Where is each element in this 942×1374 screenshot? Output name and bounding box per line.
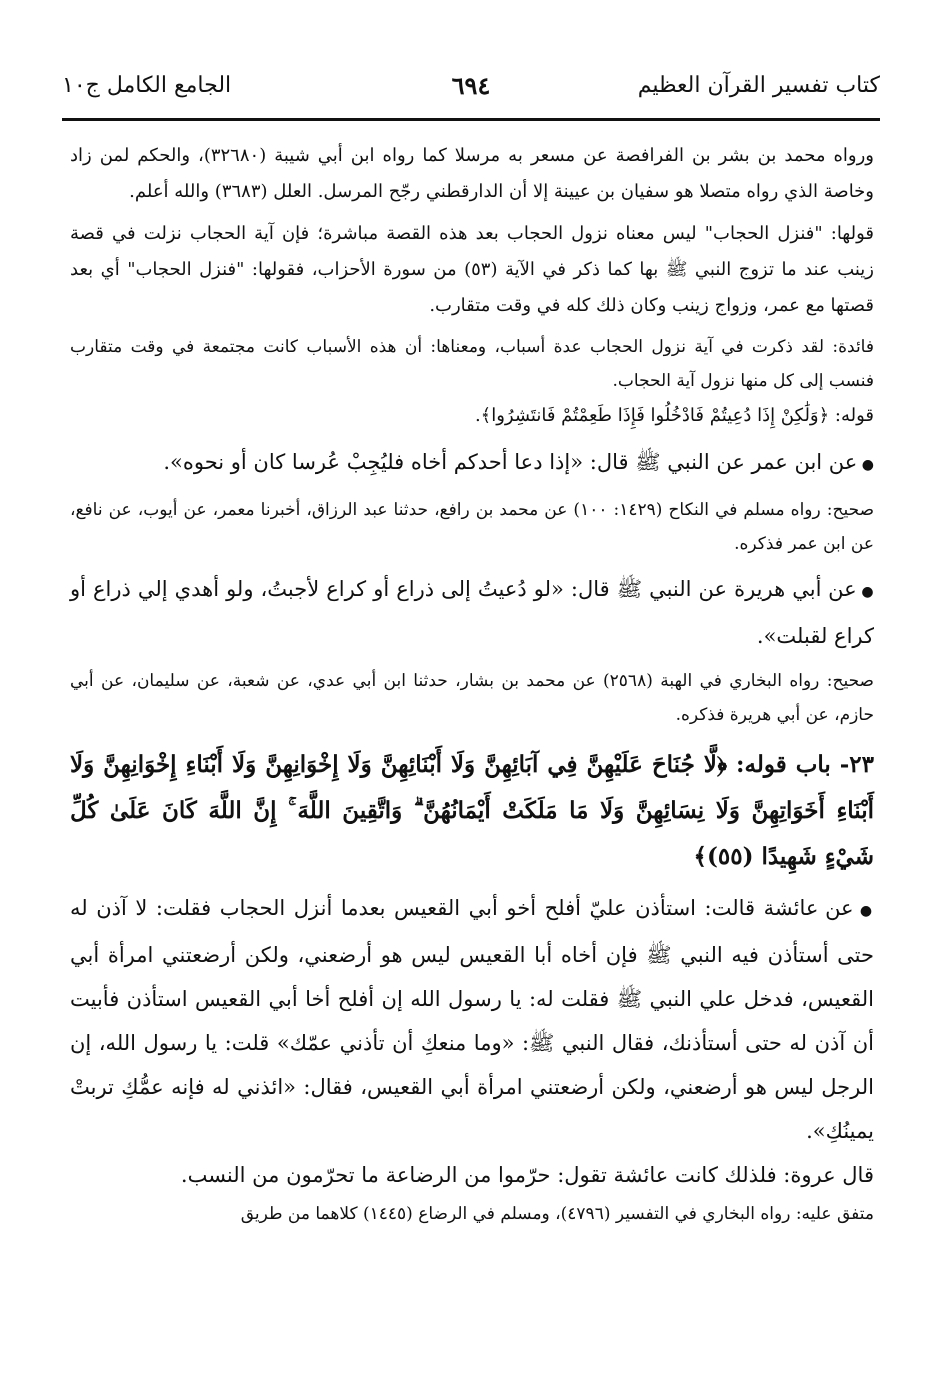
running-header: [62, 68, 880, 104]
hadith-grading: متفق عليه: رواه البخاري في التفسير (٤٧٩٦)، ومسلم في الرضاع (١٤٤٥) كلاهما من طريق: [240, 1204, 874, 1224]
hadith-text: ● عن ابن عمر عن النبي ﷺ قال: «إذا دعا أحدكم أخاه فليُجِبْ عُرسا كان أو نحوه».: [70, 440, 874, 487]
hadith-text: ● عن أبي هريرة عن النبي ﷺ قال: «لو دُعيتُ إلى ذراع أو كراع لأجبتُ، ولو أهدي إلي ذراع أو كراع لقبلت».: [70, 567, 874, 658]
benefit-note: فائدة: لقد ذكرت في آية نزول الحجاب عدة أسباب، ومعناها: أن هذه الأسباب كانت مجتمعة في وقت متقارب فنسب إلى كل منها نزول آية الحجاب.: [70, 337, 874, 391]
page-body: [70, 138, 874, 1231]
hadith-grading: صحيح: رواه البخاري في الهبة (٢٥٦٨) عن محمد بن بشار، حدثنا ابن أبي عدي، عن شعبة، عن سليمان، عن أبي حازم، عن أبي هريرة فذكره.: [70, 671, 874, 725]
paragraph: قولها: "فنزل الحجاب" ليس معناه نزول الحجاب بعد هذه القصة مباشرة؛ فإن آية الحجاب نزلت في قصة زينب عند ما تزوج النبي ﷺ بها كما ذكر في الآية (٥٣) من سورة الأحزاب، فقولها: "فنزل الحجاب" أي بعد قصتها مع عمر، وزواج زينب وكان ذلك كله في وقت متقارب.: [70, 223, 874, 316]
verse-quote: قوله: ﴿وَلَٰكِنْ إِذَا دُعِيتُمْ فَادْخُلُوا فَإِذَا طَعِمْتُمْ فَانتَشِرُوا﴾.: [474, 405, 874, 426]
hadith-text: ● عن عائشة قالت: استأذن عليّ أفلح أخو أبي القعيس بعدما أنزل الحجاب فقلت: لا آذن له حتى أستأذن فيه النبي ﷺ فإن أخاه أبا القعيس ليس هو أرضعني، ولكن أرضعتني امرأة أبي القعيس، فدخل علي النبي ﷺ فقلت له: يا رسول الله إن أفلح أخا أبي القعيس استأذن فأبيت أن آذن له حتى أستأذنك، فقال النبي ﷺ: «وما منعكِ أن تأذني عمّك» قلت: يا رسول الله، إن الرجل ليس هو أرضعني، ولكن أرضعتني امرأة أبي القعيس، فقال: «ائذني له فإنه عمُّكِ تربتْ يمينُكِ».: [70, 886, 874, 1153]
paragraph: قال عروة: فلذلك كانت عائشة تقول: حرّموا من الرضاعة ما تحرّمون من النسب.: [180, 1163, 874, 1187]
page-number: ٦٩٤: [451, 71, 491, 100]
hadith-grading: صحيح: رواه مسلم في النكاح (١٤٢٩: ١٠٠) عن محمد بن رافع، حدثنا عبد الرزاق، أخبرنا معمر، عن أيوب، عن نافع، عن ابن عمر فذكره.: [70, 500, 874, 554]
book-title: كتاب تفسير القرآن العظيم: [637, 73, 880, 98]
chapter-heading: ٢٣- باب قوله: ﴿لَّا جُنَاحَ عَلَيْهِنَّ فِي آبَائِهِنَّ وَلَا أَبْنَائِهِنَّ وَلَا إِخْوَانِهِنَّ وَلَا أَبْنَاءِ إِخْوَانِهِنَّ وَلَا أَبْنَاءِ أَخَوَاتِهِنَّ وَلَا نِسَائِهِنَّ وَلَا مَا مَلَكَتْ أَيْمَانُهُنَّ ۗ وَاتَّقِينَ اللَّهَ ۚ إِنَّ اللَّهَ كَانَ عَلَىٰ كُلِّ شَيْءٍ شَهِيدًا (٥٥)﴾: [70, 751, 874, 870]
volume-title: الجامع الكامل ج١٠: [62, 73, 232, 98]
paragraph: ورواه محمد بن بشر بن الفرافصة عن مسعر به مرسلا كما رواه ابن أبي شيبة (٣٢٦٨٠)، والحكم لمن زاد وخاصة الذي رواه متصلا هو سفيان بن عيينة إلا أن الدارقطني رجّح المرسل. العلل (٣٦٨٣) والله أعلم.: [70, 145, 874, 202]
header-rule: [62, 118, 880, 121]
